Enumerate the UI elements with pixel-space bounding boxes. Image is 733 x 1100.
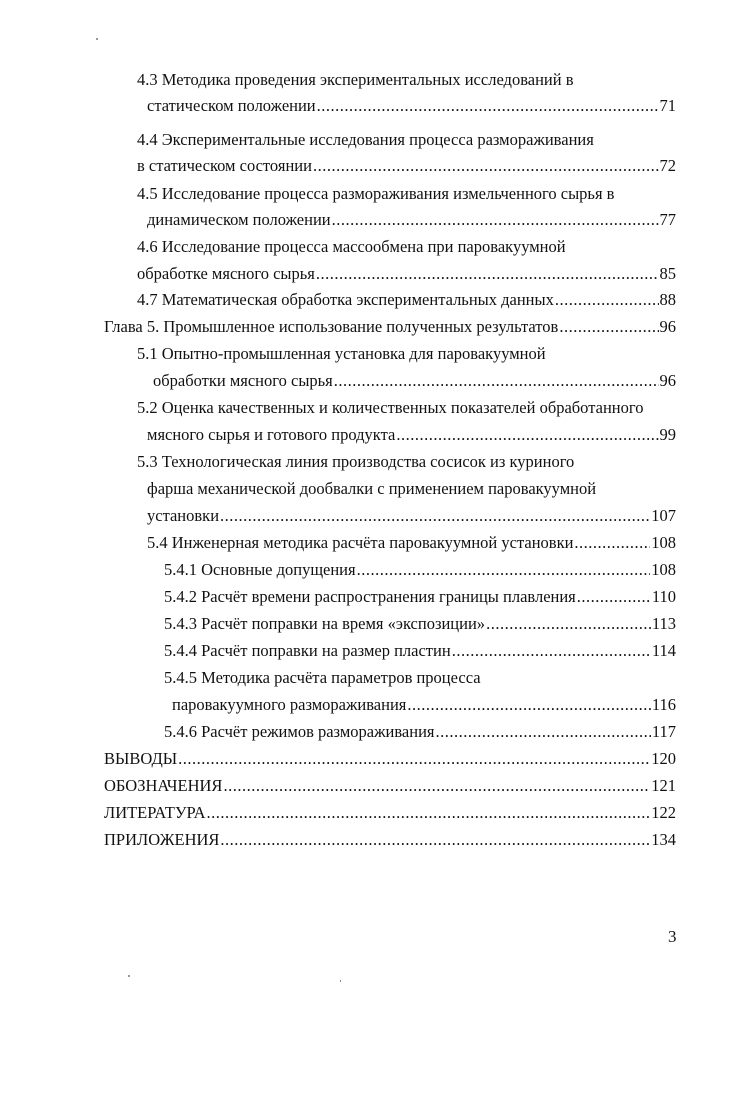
toc-page-ref: 96	[659, 371, 676, 390]
toc-chapter-5	[104, 317, 676, 337]
toc-entry-label: 5.4.4 Расчёт поправки на размер пластин	[164, 641, 451, 660]
toc-entry-5-3-line-1: 5.3 Технологическая линия производства сосисок из куриного	[137, 452, 575, 471]
leader-dots	[317, 96, 659, 116]
toc-entry-label: динамическом положении	[147, 210, 331, 229]
leader-dots	[407, 695, 650, 715]
leader-dots	[178, 749, 650, 769]
leader-dots	[316, 264, 659, 284]
toc-entry-5-4-6	[164, 722, 676, 742]
leader-dots	[313, 156, 659, 176]
toc-entry-label: ОБОЗНАЧЕНИЯ	[104, 776, 223, 795]
toc-entry-label: 5.4.6 Расчёт режимов размораживания	[164, 722, 435, 741]
leader-dots	[220, 830, 650, 850]
toc-appendices	[104, 830, 676, 850]
toc-page-ref: 122	[651, 803, 676, 822]
toc-page-ref: 72	[659, 156, 676, 175]
toc-entry-5-4-5-line-1: 5.4.5 Методика расчёта параметров процесса	[164, 668, 481, 687]
toc-entry-5-3-line-2: фарша механической дообвалки с применением паровакуумной	[147, 479, 597, 498]
leader-dots	[574, 533, 650, 553]
toc-literature	[104, 803, 676, 823]
scan-speck	[128, 975, 130, 977]
leader-dots	[555, 290, 659, 310]
toc-entry-label: обработке мясного сырья	[137, 264, 315, 283]
toc-page-ref: 71	[659, 96, 676, 115]
toc-entry-5-4-5	[172, 695, 676, 715]
toc-entry-label: в статическом состоянии	[137, 156, 312, 175]
leader-dots	[332, 210, 659, 230]
toc-entry-4-5	[147, 210, 676, 230]
toc-entry-4-7	[137, 290, 676, 310]
toc-entry-4-6	[137, 264, 676, 284]
leader-dots	[207, 803, 651, 823]
toc-entry-5-3	[147, 506, 676, 526]
toc-entry-label: 5.4.3 Расчёт поправки на время «экспозиции»	[164, 614, 486, 633]
toc-page-ref: 107	[651, 506, 676, 525]
page-number: 3	[668, 927, 677, 946]
toc-page-ref: 110	[651, 587, 676, 606]
toc-entry-5-1	[153, 371, 676, 391]
toc-entry-label: ЛИТЕРАТУРА	[104, 803, 206, 822]
leader-dots	[436, 722, 651, 742]
scan-speck	[340, 980, 341, 982]
toc-entry-label: ВЫВОДЫ	[104, 749, 178, 768]
toc-entry-label: обработки мясного сырья	[153, 371, 333, 390]
toc-entry-label: статическом положении	[147, 96, 316, 115]
leader-dots	[223, 776, 650, 796]
toc-entry-label: 5.4.2 Расчёт времени распространения границы плавления	[164, 587, 576, 606]
toc-page-ref: 116	[651, 695, 676, 714]
toc-entry-5-1-line-1: 5.1 Опытно-промышленная установка для паровакуумной	[137, 344, 546, 363]
toc-entry-label: паровакуумного размораживания	[172, 695, 407, 714]
leader-dots	[357, 560, 651, 580]
toc-page-ref: 108	[651, 560, 676, 579]
toc-entry-4-3	[147, 96, 676, 116]
toc-entry-5-4-1	[164, 560, 676, 580]
toc-entry-5-4-4	[164, 641, 676, 661]
toc-page-ref: 134	[651, 830, 676, 849]
toc-page-ref: 117	[651, 722, 676, 741]
toc-entry-5-4-3	[164, 614, 676, 634]
scan-speck	[96, 38, 98, 40]
toc-conclusions	[104, 749, 676, 769]
toc-page-ref: 99	[659, 425, 676, 444]
toc-page-ref: 120	[651, 749, 676, 768]
toc-page-ref: 108	[651, 533, 676, 552]
toc-entry-label: ПРИЛОЖЕНИЯ	[104, 830, 220, 849]
leader-dots	[486, 614, 651, 634]
leader-dots	[559, 317, 658, 337]
leader-dots	[577, 587, 651, 607]
toc-entry-5-2-line-1: 5.2 Оценка качественных и количественных показателей обработанного	[137, 398, 644, 417]
toc-page-ref: 96	[659, 317, 676, 336]
toc-entry-4-6-line-1: 4.6 Исследование процесса массообмена при паровакуумной	[137, 237, 566, 256]
leader-dots	[396, 425, 658, 445]
toc-entry-5-4-2	[164, 587, 676, 607]
toc-page-ref: 114	[651, 641, 676, 660]
toc-entry-5-2	[147, 425, 676, 445]
toc-page-ref: 88	[659, 290, 676, 309]
toc-entry-4-4-line-1: 4.4 Экспериментальные исследования процесса размораживания	[137, 130, 594, 149]
toc-entry-label: Глава 5. Промышленное использование полученных результатов	[104, 317, 559, 336]
toc-entry-4-4	[137, 156, 676, 176]
toc-page-ref: 113	[651, 614, 676, 633]
toc-entry-label: установки	[147, 506, 220, 525]
toc-entry-label: 5.4.1 Основные допущения	[164, 560, 356, 579]
toc-notation	[104, 776, 676, 796]
toc-entry-5-4	[147, 533, 676, 553]
toc-page-ref: 121	[651, 776, 676, 795]
toc-entry-label: мясного сырья и готового продукта	[147, 425, 396, 444]
leader-dots	[220, 506, 650, 526]
toc-entry-label: 5.4 Инженерная методика расчёта паровакуумной установки	[147, 533, 574, 552]
toc-page-ref: 85	[659, 264, 676, 283]
toc-entry-4-3-line-1: 4.3 Методика проведения экспериментальных исследований в	[137, 70, 574, 89]
toc-entry-label: 4.7 Математическая обработка экспериментальных данных	[137, 290, 554, 309]
toc-page-ref: 77	[659, 210, 676, 229]
leader-dots	[452, 641, 651, 661]
toc-entry-4-5-line-1: 4.5 Исследование процесса размораживания измельченного сырья в	[137, 184, 615, 203]
leader-dots	[334, 371, 659, 391]
